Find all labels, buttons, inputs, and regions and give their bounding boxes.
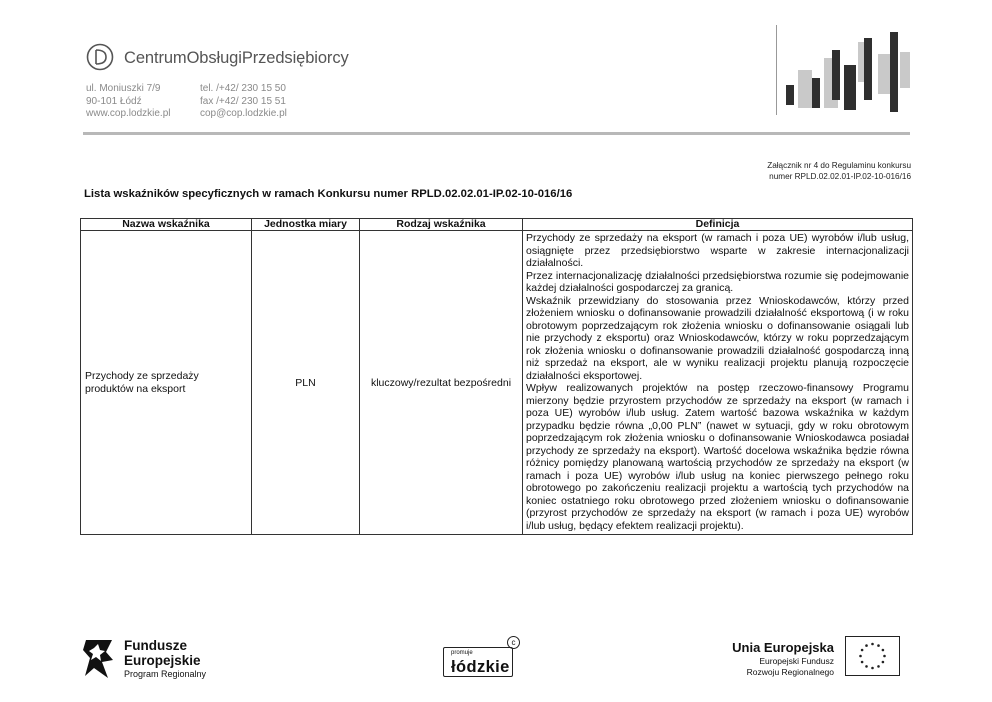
address-street: ul. Moniuszki 7/9 xyxy=(86,83,161,94)
header-indicator-type: Rodzaj wskaźnika xyxy=(360,219,523,231)
table-row xyxy=(81,231,913,535)
fe-line-2: Europejskie xyxy=(124,653,201,668)
fundusze-europejskie-text xyxy=(124,638,206,681)
address-block xyxy=(86,83,170,121)
copyright-mark-icon: c xyxy=(507,636,520,649)
address-city: 90-101 Łódź xyxy=(86,95,142,107)
header-unit: Jednostka miary xyxy=(252,219,360,231)
definition-paragraph: Przez internacjonalizację działalności przedsiębiorstwa rozumie się podejmowanie każdej działalności gospodarczej za granicą. xyxy=(526,269,909,294)
bars-logo-icon xyxy=(786,30,914,114)
document-title: Lista wskaźników specyficznych w ramach Konkursu numer RPLD.02.02.01-IP.02-10-016/16 xyxy=(84,188,573,200)
header-divider xyxy=(776,25,777,115)
eu-line-2: Europejski Fundusz xyxy=(759,656,834,666)
table-header-row xyxy=(81,219,913,231)
definition-paragraph: Przychody ze sprzedaży na eksport (w ramach i poza UE) wyrobów i/lub usług, osiągnięte przez przedsiębiorstwo wsparte w zakresie internacjonalizacji działalności. xyxy=(526,232,909,269)
header-rule xyxy=(83,132,910,135)
eu-text xyxy=(732,640,834,678)
cell-unit: PLN xyxy=(252,231,360,535)
cop-logo-icon xyxy=(86,43,114,71)
header-indicator-name: Nazwa wskaźnika xyxy=(81,219,252,231)
eu-line-1: Unia Europejska xyxy=(732,640,834,655)
annex-note xyxy=(767,160,911,182)
website-link[interactable]: www.cop.lodzkie.pl xyxy=(86,108,171,120)
indicators-table xyxy=(80,218,913,535)
eu-line-3: Rozwoju Regionalnego xyxy=(746,667,834,677)
fe-line-1: Fundusze xyxy=(124,638,187,653)
cell-indicator-type: kluczowy/rezultat bezpośredni xyxy=(360,231,523,535)
header-definition: Definicja xyxy=(523,219,913,231)
fe-line-3: Program Regionalny xyxy=(124,669,207,679)
cell-indicator-name: Przychody ze sprzedaży produktów na eksport xyxy=(81,231,252,535)
definition-paragraph: Wskaźnik przewidziany do stosowania przez Wnioskodawców, którzy przed złożeniem wniosku o dofinansowanie prowadzili działalność eksportową (i w roku obrotowym poprzedzającym rok złożenia wniosku o dofinansowanie osiągali lub nie przychody z eksportu) oraz Wnioskodawców, którzy w roku poprzedzającym rok złożenia wniosku o dofinansowanie prowadzili działalność gospodarczą inną niż sprzedaż na eksport, ale w wyniku realizacji projektu planują rozpoczęcie działalności eksportowej. xyxy=(526,294,909,382)
fax-number: fax /+42/ 230 15 51 xyxy=(200,95,286,107)
annex-line-2: numer RPLD.02.02.01-IP.02-10-016/16 xyxy=(769,172,911,181)
lodzkie-label: łódzkie xyxy=(451,658,510,676)
contact-block xyxy=(200,83,287,121)
eu-flag-icon xyxy=(845,636,900,676)
phone-number: tel. /+42/ 230 15 50 xyxy=(200,83,286,94)
cell-definition xyxy=(523,231,913,535)
email-link[interactable]: cop@cop.lodzkie.pl xyxy=(200,108,287,120)
promuje-label: promuje xyxy=(451,650,473,656)
org-name: CentrumObsługiPrzedsiębiorcy xyxy=(124,49,349,67)
definition-paragraph: Wpływ realizowanych projektów na postęp rzeczowo-finansowy Programu mierzony będzie przyrostem przychodów ze sprzedaży na eksport (w ramach i poza UE) wyrobów i/lub usług. Zatem wartość bazowa wskaźnika w każdym przypadku będzie równa „0,00 PLN” (nawet w sytuacji, gdy w roku obrotowym poprzedzającym rok złożenia wniosku o dofinansowanie Wnioskodawca posiadał przychody ze sprzedaży na eksport). Wartość docelowa wskaźnika będzie równa różnicy pomiędzy planowaną wartością przychodów ze sprzedaży na eksport (w ramach i poza UE) wyrobów i/lub usług na koniec pierwszego pełnego roku obrotowego po zakończeniu realizacji projektu a wartością tych przychodów na koniec ostatniego roku obrotowego przed złożeniem wniosku o dofinansowanie (przyrost przychodów ze sprzedaży na eksport (w ramach i poza UE) wyrobów i/lub usług, będący efektem realizacji projektu). xyxy=(526,382,909,532)
annex-line-1: Załącznik nr 4 do Regulaminu konkursu xyxy=(767,161,911,170)
fundusze-europejskie-logo-icon xyxy=(82,638,116,680)
